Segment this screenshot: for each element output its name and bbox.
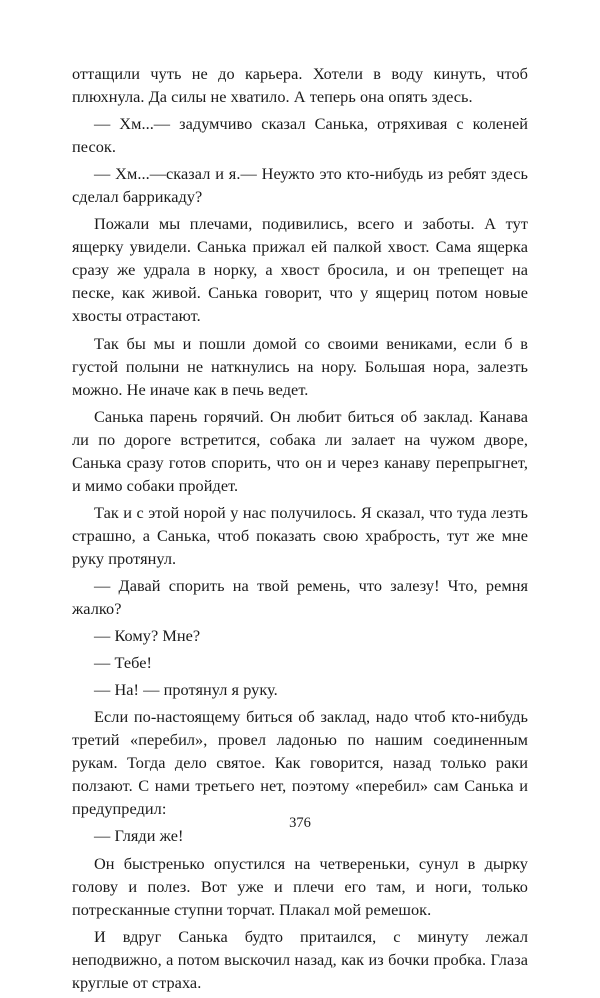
- dialog-line: — Хм...—сказал и я.— Неужто это кто-нибудь из ребят здесь сделал баррикаду?: [72, 164, 528, 207]
- dialog-line: — Тебе!: [94, 653, 152, 673]
- paragraph: Пожали мы плечами, подивились, всего и заботы. А тут ящерку увидели. Санька прижал ей палкой хвост. Сама ящерка сразу же удрала в норку, а хвост бросила, и он трепещет на песке, как живой. Санька говорит, что у ящериц потом новые хвосты отрастают.: [72, 214, 528, 326]
- paragraph: Он быстренько опустился на четвереньки, сунул в дырку голову и полез. Вот уже и плечи его там, и ноги, только потресканные ступни торчат. Плакал мой ремешок.: [72, 853, 528, 919]
- paragraph-continued: оттащили чуть не до карьера. Хотели в воду кинуть, чтоб плюхнула. Да силы не хватило. А теперь она опять здесь.: [72, 64, 528, 107]
- dialog-line: — На! — протянул я руку.: [94, 680, 278, 700]
- paragraph: И вдруг Санька будто притаился, с минуту лежал неподвижно, а потом выскочил назад, как из бочки пробка. Глаза круглые от страха.: [72, 926, 528, 992]
- dialog-line: — Гляди же!: [94, 826, 184, 846]
- dialog-line: — Кому? Мне?: [94, 626, 201, 646]
- paragraph: Так и с этой норой у нас получилось. Я сказал, что туда лезть страшно, а Санька, чтоб показать свою храбрость, тут же мне руку протянул.: [72, 502, 528, 568]
- dialog-line: — Давай спорить на твой ремень, что залезу! Что, ремня жалко?: [72, 575, 528, 619]
- page-text: [72, 62, 528, 998]
- paragraph: Санька парень горячий. Он любит биться об заклад. Канава ли по дороге встретится, собака ли залает на чужом дворе, Санька сразу готов спорить, что он и через канаву перепрыгнет, и мимо собаки пройдет.: [72, 406, 528, 495]
- paragraph: Так бы мы и пошли домой со своими вениками, если б в густой полыни не наткнулись на нору. Большая нора, залезть можно. Не иначе как в печь ведет.: [72, 333, 528, 399]
- paragraph: Если по-настоящему биться об заклад, надо чтоб кто-нибудь третий «перебил», провел ладонью по нашим соединенным рукам. Тогда дело святое. Как говорится, назад только раки ползают. С нами третьего нет, поэтому «перебил» сам Санька и предупредил:: [72, 707, 528, 819]
- dialog-line: — Хм...— задумчиво сказал Санька, отряхивая с коленей песок.: [72, 114, 528, 157]
- page-number: 376: [289, 815, 311, 831]
